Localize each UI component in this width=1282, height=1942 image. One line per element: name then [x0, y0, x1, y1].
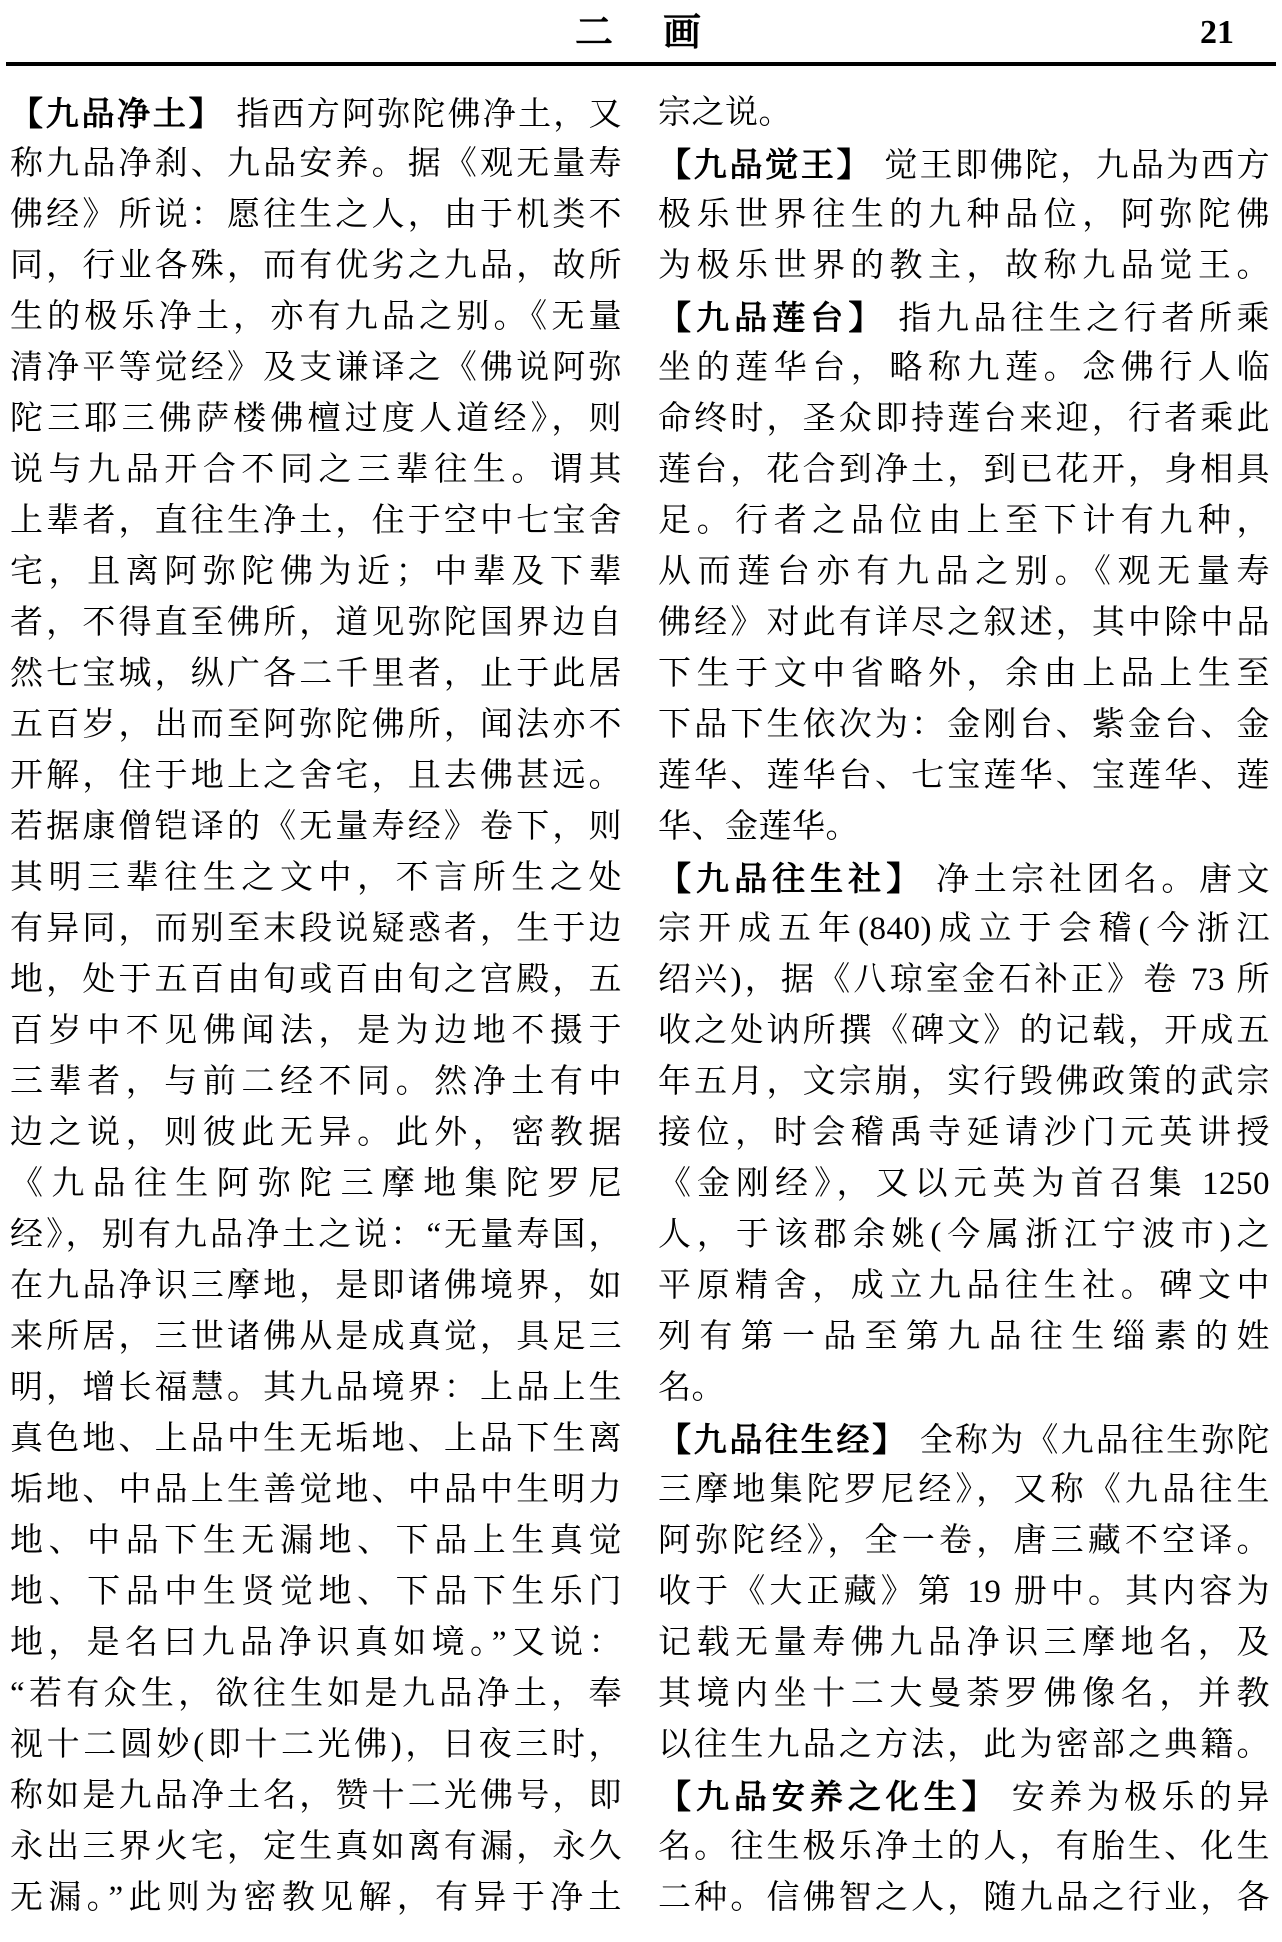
entry-line: 【九品往生经】 全称为《九品往生弥陀: [658, 1421, 1270, 1459]
text-line: 称如是九品净土名，赞十二光佛号，即: [10, 1778, 622, 1814]
text-line: 三摩地集陀罗尼经》，又称《九品往生: [658, 1472, 1270, 1508]
text-line: 平原精舍，成立九品往生社。碑文中: [658, 1268, 1270, 1304]
text-line: 《金刚经》，又以元英为首召集 1250: [658, 1166, 1270, 1202]
text-line: 二种。信佛智之人，随九品之行业，各: [658, 1880, 1270, 1916]
text-line: 收之处讷所撰《碑文》的记载，开成五: [658, 1013, 1270, 1049]
entry-line: 【九品莲台】 指九品往生之行者所乘: [658, 299, 1270, 337]
text-line: 百岁中不见佛闻法，是为边地不摄于: [10, 1013, 622, 1049]
text-line: 地、中品下生无漏地、下品上生真觉: [10, 1523, 622, 1559]
text-line: 佛经》对此有详尽之叙述，其中除中品: [658, 605, 1270, 641]
text-line: 明，增长福慧。其九品境界：上品上生: [10, 1370, 622, 1406]
entry-headword: 【九品往生社】: [658, 860, 925, 897]
entry-headword: 【九品安养之化生】: [658, 1778, 1000, 1815]
text-line: 来所居，三世诸佛从是成真觉，具足三: [10, 1319, 622, 1355]
text-line: 地、下品中生贤觉地、下品下生乐门: [10, 1574, 622, 1610]
text-line: 宅，且离阿弥陀佛为近；中辈及下辈: [10, 554, 622, 590]
text-line: 命终时，圣众即持莲台来迎，行者乘此: [658, 401, 1270, 437]
entry-line: 【九品安养之化生】 安养为极乐的异: [658, 1778, 1270, 1816]
text-line: 陀三耶三佛萨楼佛檀过度人道经》，则: [10, 401, 622, 437]
page-header: [0, 0, 1282, 62]
text-line: 为极乐世界的教主，故称九品觉王。: [658, 248, 1270, 284]
text-line: 边之说，则彼此无异。此外，密教据: [10, 1115, 622, 1151]
text-line: 年五月，文宗崩，实行毁佛政策的武宗: [658, 1064, 1270, 1100]
text-line: 莲台，花合到净土，到已花开，身相具: [658, 452, 1270, 488]
text-line: 同，行业各殊，而有优劣之九品，故所: [10, 248, 622, 284]
text-line: 三辈者，与前二经不同。然净土有中: [10, 1064, 622, 1100]
text-line: 名。往生极乐净土的人，有胎生、化生: [658, 1829, 1270, 1865]
text-line: 者，不得直至佛所，道见弥陀国界边自: [10, 605, 622, 641]
page-body: [0, 66, 1282, 1924]
text-line: 记载无量寿佛九品净识三摩地名，及: [658, 1625, 1270, 1661]
text-line: 下生于文中省略外，余由上品上生至: [658, 656, 1270, 692]
text-line: 真色地、上品中生无垢地、上品下生离: [10, 1421, 622, 1457]
text-line: 《九品往生阿弥陀三摩地集陀罗尼: [10, 1166, 622, 1202]
text-line: 若据康僧铠译的《无量寿经》卷下，则: [10, 809, 622, 845]
entry-headword: 【九品莲台】: [658, 299, 887, 336]
text-line: 经》，别有九品净土之说：“无量寿国，: [10, 1217, 622, 1253]
text-line: 绍兴)，据《八琼室金石补正》卷 73 所: [658, 962, 1270, 998]
text-line: 地，处于五百由旬或百由旬之宫殿，五: [10, 962, 622, 998]
entry-headword: 【九品往生经】: [658, 1421, 908, 1458]
text-line: 宗开成五年(840)成立于会稽(今浙江: [658, 911, 1270, 947]
text-line: 称九品净刹、九品安养。据《观无量寿: [10, 146, 622, 182]
entry-headword: 【九品净土】: [10, 95, 225, 132]
entry-line: 【九品觉王】 觉王即佛陀，九品为西方: [658, 146, 1270, 184]
text-column: [658, 88, 1270, 1924]
text-line: 视十二圆妙(即十二光佛)，日夜三时，: [10, 1727, 622, 1763]
text-line: 说与九品开合不同之三辈往生。谓其: [10, 452, 622, 488]
text-line: 名。: [658, 1370, 725, 1406]
text-line: 永出三界火宅，定生真如离有漏，永久: [10, 1829, 622, 1865]
text-line: 阿弥陀经》，全一卷，唐三藏不空译。: [658, 1523, 1270, 1559]
text-line: 华、金莲华。: [658, 809, 859, 845]
text-line: 五百岁，出而至阿弥陀佛所，闻法亦不: [10, 707, 622, 743]
text-line: 有异同，而别至末段说疑惑者，生于边: [10, 911, 622, 947]
text-line: 开解，住于地上之舍宅，且去佛甚远。: [10, 758, 622, 794]
text-line: 下品下生依次为：金刚台、紫金台、金: [658, 707, 1270, 743]
text-line: 垢地、中品上生善觉地、中品中生明力: [10, 1472, 622, 1508]
text-line: 极乐世界往生的九种品位，阿弥陀佛: [658, 197, 1270, 233]
text-line: 从而莲台亦有九品之别。《观无量寿: [658, 554, 1270, 590]
text-line: 坐的莲华台，略称九莲。念佛行人临: [658, 350, 1270, 386]
text-line: 生的极乐净土，亦有九品之别。《无量: [10, 299, 622, 335]
text-line: 地，是名曰九品净识真如境。”又说：: [10, 1625, 622, 1661]
text-line: 佛经》所说：愿往生之人，由于机类不: [10, 197, 622, 233]
text-line: “若有众生，欲往生如是九品净土，奉: [10, 1676, 622, 1712]
text-line: 无漏。”此则为密教见解，有异于净土: [10, 1880, 622, 1916]
text-column: [10, 88, 622, 1924]
text-line: 其境内坐十二大曼荼罗佛像名，并教: [658, 1676, 1270, 1712]
text-line: 然七宝城，纵广各二千里者，止于此居: [10, 656, 622, 692]
section-title: 二 画: [574, 12, 707, 54]
entry-headword: 【九品觉王】: [658, 146, 873, 183]
text-line: 在九品净识三摩地，是即诸佛境界，如: [10, 1268, 622, 1304]
text-line: 宗之说。: [658, 95, 792, 131]
text-line: 人，于该郡余姚(今属浙江宁波市)之: [658, 1217, 1270, 1253]
text-line: 接位，时会稽禹寺延请沙门元英讲授: [658, 1115, 1270, 1151]
page-number: 21: [1200, 14, 1234, 51]
text-line: 清净平等觉经》及支谦译之《佛说阿弥: [10, 350, 622, 386]
text-line: 以往生九品之方法，此为密部之典籍。: [658, 1727, 1270, 1763]
text-line: 上辈者，直往生净土，住于空中七宝舍: [10, 503, 622, 539]
text-line: 足。行者之品位由上至下计有九种，: [658, 503, 1270, 539]
entry-line: 【九品往生社】 净土宗社团名。唐文: [658, 860, 1270, 898]
entry-line: 【九品净土】 指西方阿弥陀佛净土，又: [10, 95, 622, 133]
text-line: 莲华、莲华台、七宝莲华、宝莲华、莲: [658, 758, 1270, 794]
text-line: 收于《大正藏》第 19 册中。其内容为: [658, 1574, 1270, 1610]
text-line: 其明三辈往生之文中，不言所生之处: [10, 860, 622, 896]
text-line: 列有第一品至第九品往生缁素的姓: [658, 1319, 1270, 1355]
